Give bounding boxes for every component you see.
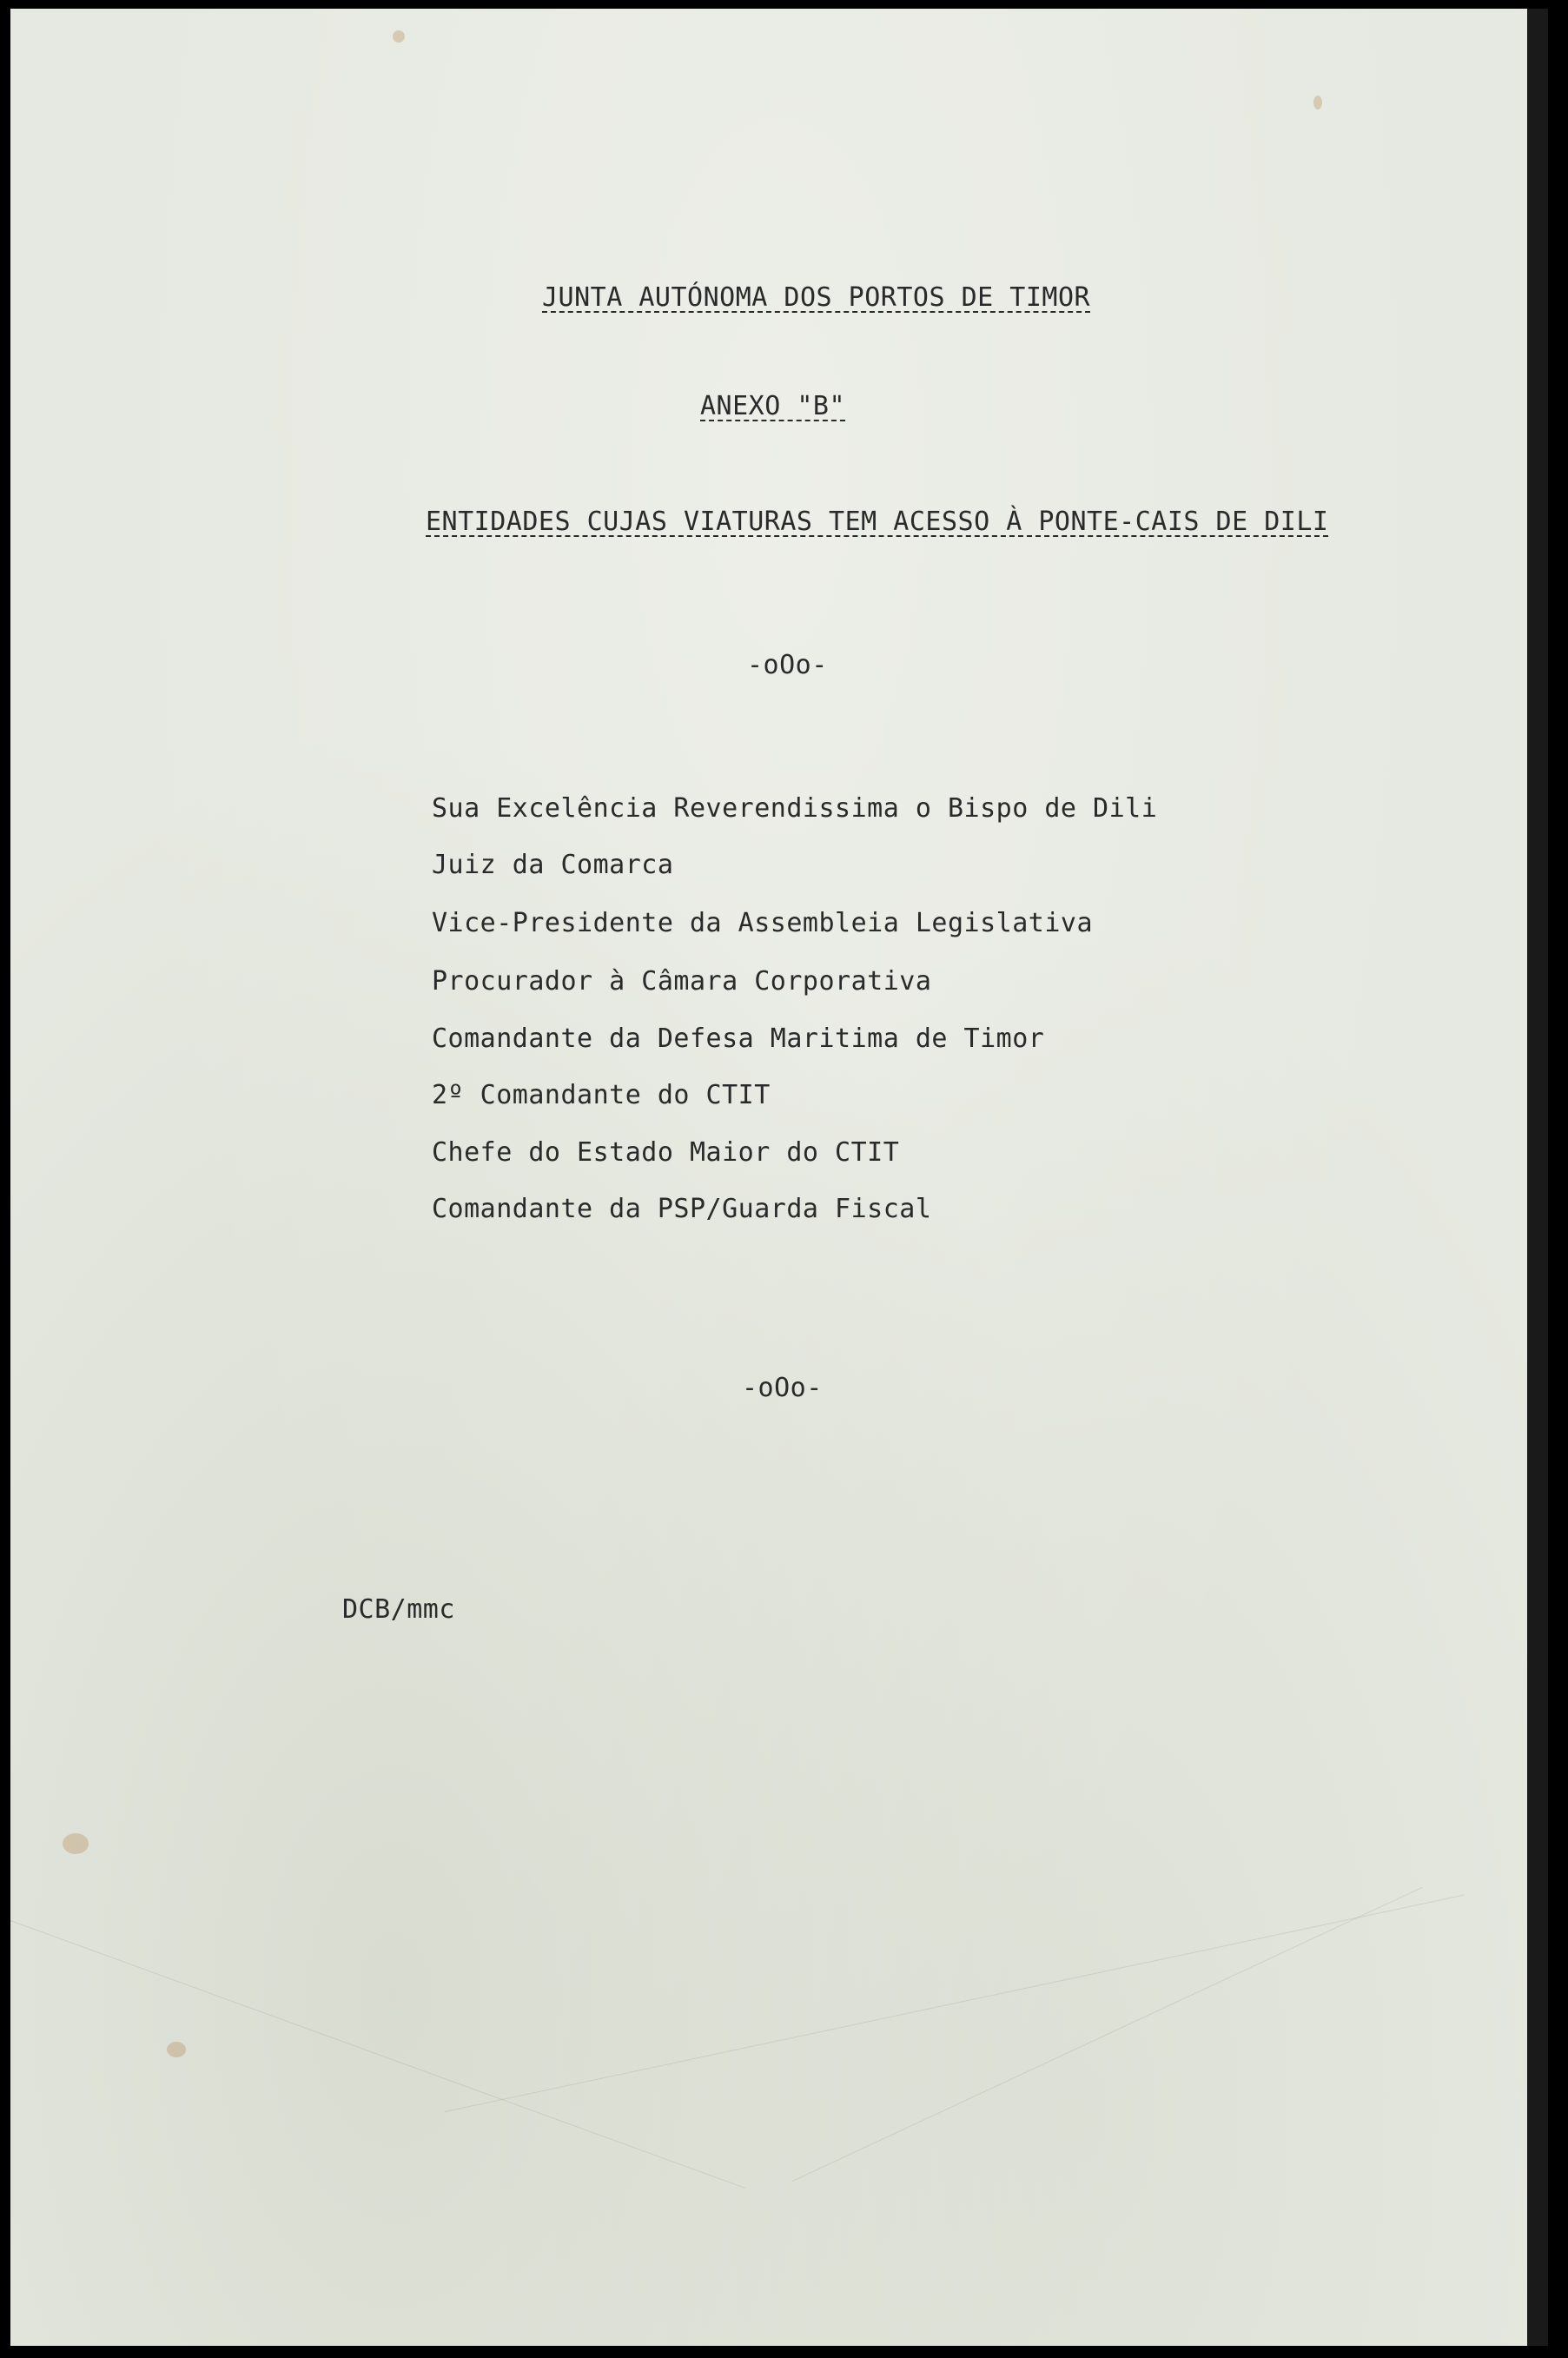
entity-list-item: Comandante da Defesa Maritima de Timor [432,1023,1045,1054]
annex-title: ANEXO "B" [700,391,846,421]
scan-edge [1527,9,1548,2346]
age-stain [393,30,405,43]
paper-crease [10,1920,745,2189]
separator-top: -oOo- [747,650,828,680]
entity-list-item: Comandante da PSP/Guarda Fiscal [432,1194,932,1224]
age-stain [167,2042,186,2057]
entity-list-item: Chefe do Estado Maior do CTIT [432,1137,900,1168]
subject-title: ENTIDADES CUJAS VIATURAS TEM ACESSO À PONTE-CAIS DE DILI [426,507,1329,537]
paper-crease [792,1887,1422,2182]
entity-list-item: Procurador à Câmara Corporativa [432,966,932,997]
age-stain [63,1833,89,1854]
entity-list-item: Vice-Presidente da Assembleia Legislativa [432,908,1094,938]
separator-bottom: -oOo- [742,1373,823,1403]
org-title: JUNTA AUTÓNOMA DOS PORTOS DE TIMOR [542,282,1091,313]
entity-list-item: Juiz da Comarca [432,850,674,880]
document-page [10,9,1548,2346]
entity-list-item: 2º Comandante do CTIT [432,1080,771,1110]
entity-list-item: Sua Excelência Reverendissima o Bispo de Dili [432,793,1158,824]
age-stain [1313,96,1322,109]
paper-crease [445,1895,1465,2112]
reference-initials: DCB/mmc [342,1594,455,1625]
